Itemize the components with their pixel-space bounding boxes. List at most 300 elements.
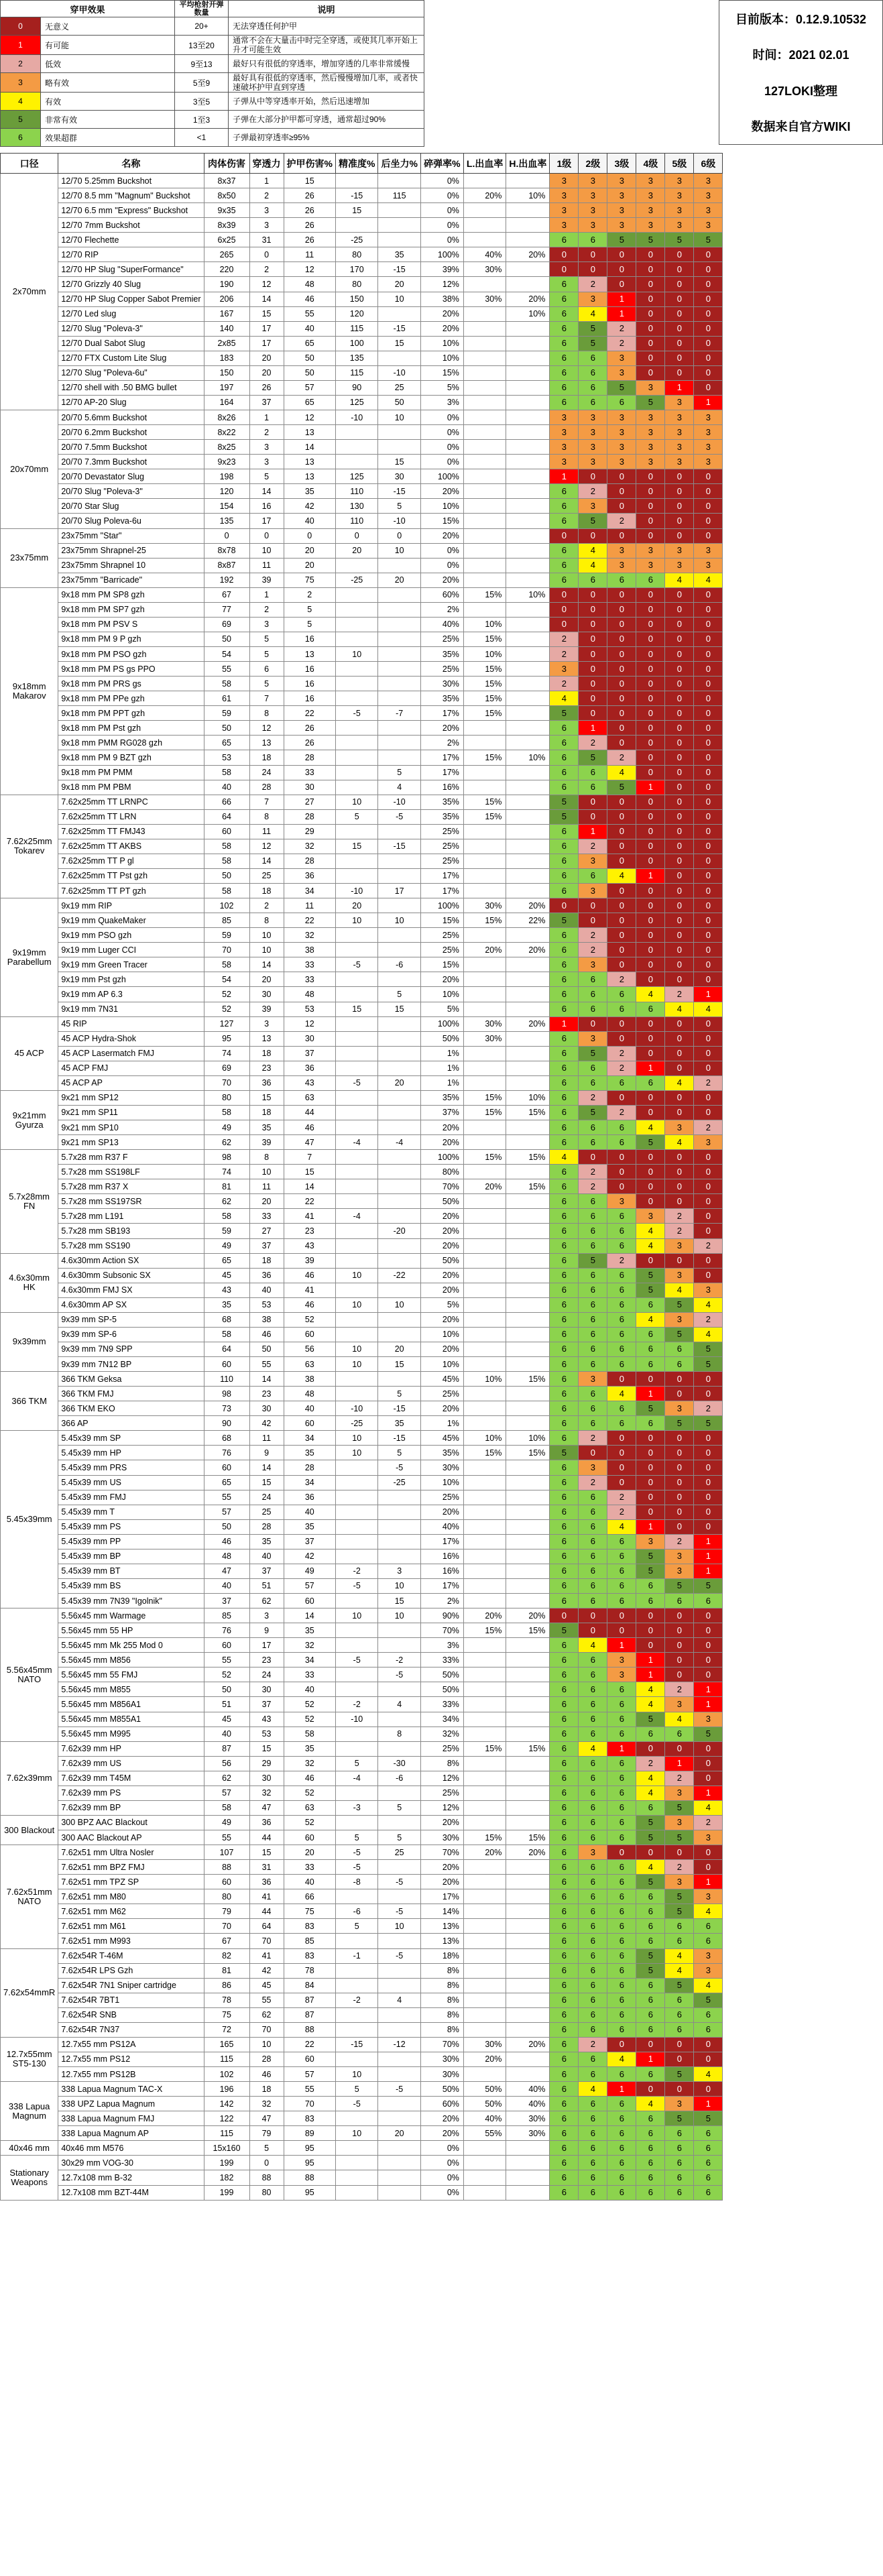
armor-class-5-rating: 0 (665, 2052, 694, 2066)
armor-class-4-rating: 6 (636, 1594, 665, 1608)
ammo-name: 12.7x108 mm BZT-44M (58, 2185, 204, 2200)
penetration: 12 (249, 277, 284, 292)
penetration: 3 (249, 1016, 284, 1031)
light-bleed (463, 351, 506, 365)
armor-damage: 12 (284, 262, 335, 277)
ammo-row (1, 721, 723, 736)
armor-damage: 33 (284, 972, 335, 987)
armor-class-2-rating: 6 (579, 2007, 607, 2022)
frag-chance: 50% (420, 1031, 463, 1046)
accuracy (336, 1549, 378, 1564)
penetration: 64 (249, 1919, 284, 1934)
frag-chance: 8% (420, 2022, 463, 2037)
flesh-damage: 58 (204, 957, 249, 972)
flesh-damage: 62 (204, 1194, 249, 1209)
light-bleed (463, 854, 506, 868)
armor-class-6-rating: 1 (694, 2097, 723, 2111)
light-bleed (463, 780, 506, 795)
armor-class-2-rating: 0 (579, 1608, 607, 1623)
heavy-bleed (506, 1194, 550, 1209)
penetration: 33 (249, 1209, 284, 1224)
armor-damage: 49 (284, 1564, 335, 1578)
armor-class-4-rating: 5 (636, 1963, 665, 1978)
armor-class-3-rating: 6 (607, 1297, 636, 1312)
ammo-row (1, 868, 723, 883)
armor-class-3-rating: 0 (607, 706, 636, 721)
armor-class-4-rating: 0 (636, 306, 665, 321)
flesh-damage: 40 (204, 1578, 249, 1593)
frag-chance: 0% (420, 2156, 463, 2170)
accuracy (336, 721, 378, 736)
recoil (378, 736, 420, 750)
armor-class-3-rating: 0 (607, 721, 636, 736)
recoil (378, 1194, 420, 1209)
armor-class-2-rating: 0 (579, 913, 607, 928)
armor-class-4-rating: 5 (636, 1268, 665, 1283)
armor-class-5-rating: 0 (665, 854, 694, 868)
armor-class-4-rating: 5 (636, 1283, 665, 1297)
recoil (378, 1638, 420, 1653)
armor-class-2-rating: 6 (579, 1978, 607, 1993)
ammo-row (1, 277, 723, 292)
recoil: 4 (378, 780, 420, 795)
ammo-row (1, 987, 723, 1002)
armor-class-1-rating: 6 (550, 2126, 579, 2141)
flesh-damage: 57 (204, 1505, 249, 1519)
ammo-row (1, 203, 723, 218)
flesh-damage: 47 (204, 1564, 249, 1578)
ammo-name: 9x39 mm 7N9 SPP (58, 1342, 204, 1356)
flesh-damage: 140 (204, 321, 249, 336)
light-bleed (463, 1756, 506, 1771)
flesh-damage: 85 (204, 913, 249, 928)
armor-class-6-rating: 0 (694, 662, 723, 677)
armor-damage: 11 (284, 247, 335, 262)
armor-class-5-rating: 0 (665, 1387, 694, 1401)
heavy-bleed (506, 1638, 550, 1653)
armor-class-5-rating: 5 (665, 1889, 694, 1904)
recoil (378, 632, 420, 646)
frag-chance: 25% (420, 943, 463, 957)
flesh-damage: 110 (204, 1372, 249, 1387)
accuracy: -5 (336, 1578, 378, 1593)
armor-class-2-rating: 4 (579, 1741, 607, 1756)
light-bleed (463, 972, 506, 987)
ammo-row (1, 1608, 723, 1623)
penetration: 11 (249, 1431, 284, 1446)
recoil: 5 (378, 1830, 420, 1845)
light-bleed (463, 1505, 506, 1519)
frag-chance: 0% (420, 455, 463, 469)
armor-class-3-rating: 6 (607, 1238, 636, 1253)
accuracy: 10 (336, 913, 378, 928)
heavy-bleed (506, 2141, 550, 2156)
armor-class-1-rating: 3 (550, 410, 579, 425)
ammo-row (1, 1756, 723, 1771)
armor-class-6-rating: 0 (694, 913, 723, 928)
recoil: 25 (378, 1845, 420, 1860)
armor-class-5-rating: 0 (665, 514, 694, 528)
ammo-name: 12/70 RIP (58, 247, 204, 262)
armor-class-4-rating: 0 (636, 528, 665, 543)
armor-damage: 34 (284, 1431, 335, 1446)
armor-class-4-rating: 5 (636, 1401, 665, 1416)
frag-chance: 34% (420, 1712, 463, 1726)
armor-class-4-rating: 0 (636, 1460, 665, 1475)
armor-class-4-rating: 1 (636, 1519, 665, 1534)
armor-class-2-rating: 3 (579, 218, 607, 233)
flesh-damage: 8x87 (204, 558, 249, 573)
armor-class-5-rating: 4 (665, 1283, 694, 1297)
armor-class-1-rating: 3 (550, 425, 579, 440)
armor-class-2-rating: 6 (579, 780, 607, 795)
armor-class-2-rating: 3 (579, 174, 607, 188)
armor-class-5-rating: 0 (665, 647, 694, 662)
armor-class-6-rating: 3 (694, 410, 723, 425)
armor-damage: 22 (284, 1194, 335, 1209)
penetration: 1 (249, 587, 284, 602)
flesh-damage: 80 (204, 1090, 249, 1105)
heavy-bleed: 15% (506, 1150, 550, 1165)
armor-damage: 2 (284, 587, 335, 602)
armor-class-4-rating: 0 (636, 1638, 665, 1653)
armor-class-2-rating: 0 (579, 795, 607, 809)
legend-level: 6 (1, 129, 41, 147)
legend-desc: 子弹从中等穿透率开始，然后迅速增加 (229, 93, 424, 111)
heavy-bleed (506, 809, 550, 824)
flesh-damage: 81 (204, 1963, 249, 1978)
penetration: 88 (249, 2170, 284, 2185)
heavy-bleed (506, 1756, 550, 1771)
armor-class-2-rating: 0 (579, 602, 607, 617)
ammo-name: 7.62x54R 7N37 (58, 2022, 204, 2037)
armor-class-4-rating: 1 (636, 868, 665, 883)
light-bleed (463, 928, 506, 943)
armor-class-3-rating: 3 (607, 410, 636, 425)
armor-class-5-rating: 2 (665, 1682, 694, 1697)
ammo-row (1, 972, 723, 987)
heavy-bleed (506, 1993, 550, 2007)
light-bleed (463, 1904, 506, 1919)
armor-class-1-rating: 6 (550, 1726, 579, 1741)
armor-class-1-rating: 2 (550, 632, 579, 646)
ammo-row (1, 1357, 723, 1372)
flesh-damage: 76 (204, 1446, 249, 1460)
recoil (378, 351, 420, 365)
armor-damage: 12 (284, 410, 335, 425)
ammo-name: 7.62x54R 7N1 Sniper cartridge (58, 1978, 204, 1993)
light-bleed (463, 1963, 506, 1978)
heavy-bleed (506, 1224, 550, 1238)
armor-class-3-rating: 0 (607, 1031, 636, 1046)
accuracy: 15 (336, 839, 378, 854)
ammo-name: 9x21 mm SP10 (58, 1120, 204, 1135)
heavy-bleed: 15% (506, 1446, 550, 1460)
caliber-cell: 9x18mm Makarov (1, 587, 58, 795)
armor-damage: 33 (284, 765, 335, 780)
legend-desc: 子弹最初穿透率≥95% (229, 129, 424, 147)
light-bleed (463, 2067, 506, 2082)
armor-class-2-rating: 0 (579, 1150, 607, 1165)
heavy-bleed (506, 721, 550, 736)
penetration: 3 (249, 218, 284, 233)
armor-damage: 37 (284, 1046, 335, 1061)
flesh-damage: 8x25 (204, 440, 249, 455)
armor-class-1-rating: 6 (550, 1578, 579, 1593)
flesh-damage: 8x37 (204, 174, 249, 188)
recoil: 15 (378, 1594, 420, 1608)
recoil (378, 721, 420, 736)
heavy-bleed (506, 1697, 550, 1712)
accuracy (336, 2052, 378, 2066)
armor-class-1-rating: 6 (550, 558, 579, 573)
armor-damage: 84 (284, 1978, 335, 1993)
armor-class-3-rating: 6 (607, 1978, 636, 1993)
ammo-name: 12/70 HP Slug "SuperFormance" (58, 262, 204, 277)
armor-damage: 60 (284, 1594, 335, 1608)
heavy-bleed: 15% (506, 1830, 550, 1845)
ammo-name: 12/70 shell with .50 BMG bullet (58, 380, 204, 395)
armor-damage: 63 (284, 1357, 335, 1372)
recoil (378, 1889, 420, 1904)
recoil (378, 1238, 420, 1253)
ammo-row (1, 365, 723, 380)
accuracy: -2 (336, 1564, 378, 1578)
flesh-damage: 58 (204, 839, 249, 854)
recoil: 35 (378, 1416, 420, 1431)
recoil (378, 2185, 420, 2200)
heavy-bleed (506, 528, 550, 543)
accuracy: 10 (336, 647, 378, 662)
ammo-name: 5.7x28 mm SS198LF (58, 1165, 204, 1179)
armor-class-2-rating: 5 (579, 336, 607, 351)
ammo-table (0, 153, 723, 2201)
armor-class-6-rating: 6 (694, 2022, 723, 2037)
frag-chance: 20% (420, 1135, 463, 1150)
recoil (378, 2097, 420, 2111)
frag-chance: 35% (420, 809, 463, 824)
flesh-damage: 55 (204, 1830, 249, 1845)
ammo-row (1, 1697, 723, 1712)
penetration: 39 (249, 573, 284, 587)
armor-class-4-rating: 0 (636, 1046, 665, 1061)
frag-chance: 15% (420, 957, 463, 972)
ammo-row (1, 543, 723, 558)
armor-class-4-rating: 0 (636, 321, 665, 336)
accuracy: 20 (336, 898, 378, 913)
ammo-name: 5.56x45 mm M856 (58, 1653, 204, 1667)
frag-chance: 13% (420, 1934, 463, 1948)
frag-chance: 0% (420, 233, 463, 247)
penetration: 70 (249, 1934, 284, 1948)
ammo-row (1, 884, 723, 898)
armor-class-4-rating: 0 (636, 1031, 665, 1046)
armor-class-1-rating: 6 (550, 1904, 579, 1919)
frag-chance: 25% (420, 662, 463, 677)
caliber-cell: 5.7x28mm FN (1, 1150, 58, 1253)
ammo-name: 7.62x25mm TT FMJ43 (58, 824, 204, 839)
armor-class-4-rating: 0 (636, 1431, 665, 1446)
armor-damage: 60 (284, 2052, 335, 2066)
frag-chance: 70% (420, 1179, 463, 1194)
frag-chance: 25% (420, 839, 463, 854)
penetration: 18 (249, 1253, 284, 1268)
armor-class-1-rating: 6 (550, 499, 579, 514)
light-bleed (463, 1875, 506, 1889)
ammo-name: 9x19 mm PSO gzh (58, 928, 204, 943)
recoil (378, 602, 420, 617)
armor-class-1-rating: 6 (550, 1416, 579, 1431)
light-bleed (463, 2185, 506, 2200)
armor-class-1-rating: 6 (550, 824, 579, 839)
armor-class-4-rating: 0 (636, 2037, 665, 2052)
light-bleed (463, 1297, 506, 1312)
penetration: 32 (249, 2097, 284, 2111)
accuracy (336, 602, 378, 617)
ammo-row (1, 898, 723, 913)
recoil (378, 972, 420, 987)
ammo-name: 20/70 Devastator Slug (58, 469, 204, 484)
armor-class-5-rating: 0 (665, 469, 694, 484)
heavy-bleed (506, 365, 550, 380)
legend-level: 3 (1, 73, 41, 93)
armor-damage: 42 (284, 1549, 335, 1564)
armor-class-2-rating: 2 (579, 277, 607, 292)
flesh-damage: 59 (204, 706, 249, 721)
penetration: 0 (249, 247, 284, 262)
ammo-name: 5.7x28 mm L191 (58, 1209, 204, 1224)
penetration: 8 (249, 913, 284, 928)
accuracy: 5 (336, 1830, 378, 1845)
heavy-bleed (506, 1312, 550, 1327)
armor-class-3-rating: 6 (607, 1904, 636, 1919)
armor-class-4-rating: 3 (636, 455, 665, 469)
penetration: 44 (249, 1830, 284, 1845)
armor-class-3-rating: 0 (607, 499, 636, 514)
flesh-damage: 98 (204, 1387, 249, 1401)
recoil (378, 1372, 420, 1387)
armor-class-3-rating: 6 (607, 1830, 636, 1845)
armor-class-2-rating: 4 (579, 543, 607, 558)
frag-chance: 16% (420, 1564, 463, 1578)
accuracy: 10 (336, 1608, 378, 1623)
light-bleed: 30% (463, 262, 506, 277)
flesh-damage: 45 (204, 1268, 249, 1283)
armor-class-5-rating: 5 (665, 1830, 694, 1845)
heavy-bleed (506, 1327, 550, 1342)
accuracy: 10 (336, 1357, 378, 1372)
ammo-name: 45 ACP Lasermatch FMJ (58, 1046, 204, 1061)
ammo-name: 12.7x55 mm PS12 (58, 2052, 204, 2066)
accuracy (336, 1978, 378, 1993)
accuracy (336, 558, 378, 573)
armor-class-3-rating: 0 (607, 662, 636, 677)
heavy-bleed (506, 1238, 550, 1253)
penetration: 30 (249, 1401, 284, 1416)
ammo-row (1, 1638, 723, 1653)
light-bleed (463, 1165, 506, 1179)
ammo-name: 5.56x45 mm M995 (58, 1726, 204, 1741)
light-bleed: 15% (463, 691, 506, 706)
ammo-row (1, 2007, 723, 2022)
armor-damage: 16 (284, 632, 335, 646)
recoil (378, 2022, 420, 2037)
recoil (378, 1090, 420, 1105)
penetration: 47 (249, 2111, 284, 2126)
heavy-bleed (506, 1387, 550, 1401)
heavy-bleed (506, 1135, 550, 1150)
flesh-damage: 182 (204, 2170, 249, 2185)
armor-class-6-rating: 3 (694, 1963, 723, 1978)
armor-class-6-rating: 0 (694, 1475, 723, 1490)
ammo-row (1, 647, 723, 662)
armor-class-1-rating: 2 (550, 677, 579, 691)
armor-class-6-rating: 0 (694, 2052, 723, 2066)
armor-class-1-rating: 3 (550, 455, 579, 469)
accuracy (336, 972, 378, 987)
penetration: 39 (249, 1135, 284, 1150)
heavy-bleed (506, 1667, 550, 1682)
armor-class-1-rating: 6 (550, 1031, 579, 1046)
frag-chance: 32% (420, 1726, 463, 1741)
armor-class-1-rating: 6 (550, 2141, 579, 2156)
armor-damage: 52 (284, 1785, 335, 1800)
light-bleed (463, 1209, 506, 1224)
heavy-bleed (506, 351, 550, 365)
recoil (378, 647, 420, 662)
armor-damage: 83 (284, 1919, 335, 1934)
accuracy: -5 (336, 957, 378, 972)
ammo-name: 9x18 mm PM PBM (58, 780, 204, 795)
armor-class-1-rating: 6 (550, 2037, 579, 2052)
recoil: -4 (378, 1135, 420, 1150)
recoil: -15 (378, 1431, 420, 1446)
armor-class-2-rating: 6 (579, 351, 607, 365)
armor-class-5-rating: 0 (665, 1653, 694, 1667)
light-bleed: 40% (463, 247, 506, 262)
heavy-bleed: 10% (506, 750, 550, 765)
armor-class-1-rating: 5 (550, 1623, 579, 1638)
armor-class-1-rating: 1 (550, 1016, 579, 1031)
caliber-cell: 2x70mm (1, 174, 58, 410)
recoil (378, 425, 420, 440)
armor-class-5-rating: 0 (665, 913, 694, 928)
light-bleed (463, 218, 506, 233)
accuracy: 110 (336, 484, 378, 499)
armor-class-4-rating: 0 (636, 514, 665, 528)
heavy-bleed (506, 839, 550, 854)
flesh-damage: 79 (204, 1904, 249, 1919)
armor-class-3-rating: 6 (607, 1416, 636, 1431)
flesh-damage: 50 (204, 868, 249, 883)
legend-row (1, 129, 424, 147)
armor-class-6-rating: 0 (694, 602, 723, 617)
armor-class-2-rating: 0 (579, 662, 607, 677)
penetration: 28 (249, 780, 284, 795)
armor-class-3-rating: 0 (607, 1623, 636, 1638)
armor-class-1-rating: 6 (550, 2007, 579, 2022)
flesh-damage: 85 (204, 1608, 249, 1623)
armor-class-3-rating: 6 (607, 1327, 636, 1342)
heavy-bleed: 15% (506, 1105, 550, 1120)
ammo-name: 5.56x45 mm Warmage (58, 1608, 204, 1623)
light-bleed (463, 1978, 506, 1993)
armor-damage: 14 (284, 440, 335, 455)
frag-chance: 20% (420, 1209, 463, 1224)
heavy-bleed (506, 780, 550, 795)
armor-damage: 58 (284, 1726, 335, 1741)
penetration: 14 (249, 1460, 284, 1475)
